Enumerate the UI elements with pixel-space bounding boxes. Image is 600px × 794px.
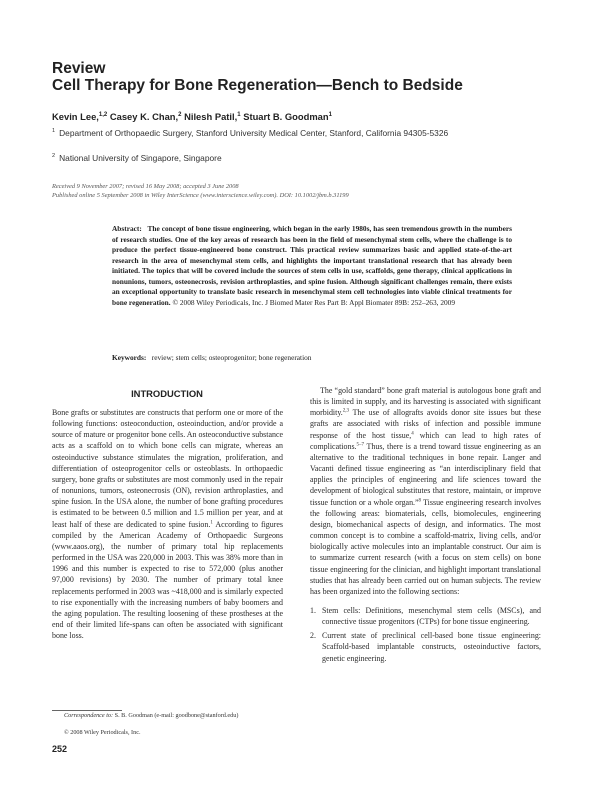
author-affiliation-mark: 1,2 bbox=[98, 111, 108, 118]
list-item bbox=[310, 630, 541, 663]
paragraph-text: According to figures compiled by the American Academy of Orthopaedic Surgeons (www.aaos.org), the number of primary total hip replacements performed in the USA was 220,000 in 2003. This was 38% more than in 1996 and this number is expected to rise to 572,000 (plus another 97,000 revisions) by 2030. The number of primary total knee replacements performed in 2003 was ~418,000 and is similarly expected to rise exponentially with the increasing numbers of baby boomers and the aging population. The resulting loosening of these prostheses at the end of their limited life-spans can often be associated with significant bone loss. bbox=[52, 519, 283, 641]
body-column-right bbox=[310, 385, 541, 664]
paragraph-text: Bone grafts or substitutes are constructs that perform one or more of the following functions: osteoconduction, osteoinduction, and/or provide a source of mature or progenitor bone cells. An osteoconductive substance acts as a scaffold on to which bone cells can migrate, whereas an osteoinductive substance stimulates the migration, proliferation, and differentiation of osteoprogenitor cells or osteoblasts. In orthopaedic surgery, bone grafts or substitutes are most commonly used in the repair of nonunions, tumors, osteonecrosis (ON), revision arthroplasties, and spine fusion. In the USA alone, the number of bone grafting procedures is estimated to be between 0.5 million and 1.5 million per year, and at least half of these are dedicated to spine fusion. bbox=[52, 408, 283, 529]
author-name: Casey K. Chan, bbox=[109, 111, 179, 122]
paragraph-text: The “gold standard” bone graft material is autologous bone graft and this is limited in supply, and its harvesting is associated with significant morbidity. bbox=[310, 386, 541, 418]
paragraph-text: Tissue engineering research involves the following areas: biomaterials, cells, biomolecules, engineering design, biomechanical aspects of design, and informatics. The most common concept is to combine a scaffold-matrix, living cells, and/or biologically active molecules into an implantable construct. Our aim is to summarize current research (with a focus on stem cells) on bone tissue engineering for the clinician, and highlight important translational studies that has already been carried out on human subjects. The review has been organized into the following sections: bbox=[310, 497, 541, 596]
affiliation-text: Department of Orthopaedic Surgery, Stanford University Medical Center, Stanford, California 94305-5326 bbox=[59, 128, 449, 138]
correspondence-note bbox=[64, 712, 238, 719]
affiliation-mark: 2 bbox=[52, 153, 56, 160]
author-affiliation-mark: 2 bbox=[178, 111, 182, 118]
author-name: Kevin Lee, bbox=[52, 111, 99, 122]
list-text: Current state of preclinical cell-based bone tissue engineering: Scaffold-based implantable constructs, osteoinductive factors, genetic engineering. bbox=[322, 631, 541, 663]
keywords-label: Keywords: bbox=[112, 353, 147, 362]
author-affiliation-mark: 1 bbox=[328, 111, 332, 118]
article-title: Cell Therapy for Bone Regeneration—Bench to Bedside bbox=[52, 77, 463, 94]
list-number: 1. bbox=[310, 605, 316, 615]
affiliation bbox=[52, 153, 222, 163]
section-heading: INTRODUCTION bbox=[131, 388, 203, 399]
citation: 1 bbox=[210, 519, 213, 525]
list-item bbox=[310, 605, 541, 627]
keywords-text: review; stem cells; osteoprogenitor; bone regeneration bbox=[151, 353, 312, 362]
paragraph-text: which can lead to high rates of complications. bbox=[310, 430, 541, 451]
paragraph bbox=[310, 385, 541, 597]
citation: 4 bbox=[411, 430, 414, 436]
author-list bbox=[52, 111, 332, 122]
page-number: 252 bbox=[52, 744, 68, 754]
published-line: Published online 5 September 2008 in Wiley InterScience (www.interscience.wiley.com). DOI: 10.1002/jbm.b.31199 bbox=[52, 192, 349, 199]
received-line: Received 9 November 2007; revised 16 May 2008; accepted 3 June 2008 bbox=[52, 183, 239, 190]
publication-history bbox=[52, 182, 349, 200]
citation: 2,3 bbox=[342, 408, 350, 414]
affiliation-mark: 1 bbox=[52, 128, 56, 135]
abstract-label: Abstract: bbox=[112, 224, 142, 233]
citation: 8 bbox=[418, 497, 422, 503]
author-name: Stuart B. Goodman bbox=[243, 111, 329, 122]
author-affiliation-mark: 1 bbox=[237, 111, 241, 118]
abstract bbox=[112, 224, 512, 308]
paragraph bbox=[52, 407, 283, 641]
correspondence-text: S. B. Goodman (e-mail: goodbone@stanford.edu) bbox=[114, 712, 239, 719]
list-number: 2. bbox=[310, 631, 316, 641]
affiliation bbox=[52, 128, 448, 138]
correspondence-label: Correspondence to: bbox=[64, 712, 114, 719]
list-text: Stem cells: Definitions, mesenchymal stem cells (MSCs), and connective tissue progenitors (CTPs) for bone tissue engineering. bbox=[322, 605, 541, 627]
footnote-divider bbox=[52, 710, 122, 711]
author-name: Nilesh Patil, bbox=[184, 111, 238, 122]
citation: 5–7 bbox=[356, 442, 365, 448]
body-column-left bbox=[52, 407, 283, 641]
article-type-label: Review bbox=[52, 60, 106, 77]
paragraph-text: The use of allografts avoids donor site issues but these grafts are associated with risks of infection and possible immune response of the host tissue, bbox=[310, 408, 541, 440]
abstract-copyright: © 2008 Wiley Periodicals, Inc. J Biomed Mater Res Part B: Appl Biomater 89B: 252–263, 2009 bbox=[172, 297, 456, 307]
paragraph-text: Thus, there is a trend toward tissue engineering as an alternative to the traditional techniques in bone repair. Langer and Vacanti defined tissue engineering as “an interdisciplinary field that applies the principles of engineering and life sciences toward the development of biological substitutes that restore, maintain, or improve tissue function or a whole organ.” bbox=[310, 441, 541, 507]
abstract-text: The concept of bone tissue engineering, which began in the early 1980s, has seen tremendous growth in the numbers of research studies. One of the key areas of research has been in the field of mesenchymal stem cells, where the challenge is to produce the perfect tissue-engineered bone construct. This practical review summarizes basic and applied state-of-the-art research in the area of mesenchymal stem cells, and highlights the important translational research that has already been initiated. The topics that will be covered include the sources of stem cells in use, scaffolds, gene therapy, clinical applications in nonunions, tumors, osteonecrosis, revision arthroplasties, and spine fusion. Although significant challenges remain, there exists an exceptional opportunity to translate basic research in mesenchymal stem cell technologies into viable clinical treatments for bone regeneration. bbox=[112, 224, 512, 307]
copyright-note: © 2008 Wiley Periodicals, Inc. bbox=[64, 729, 141, 736]
affiliation-text: National University of Singapore, Singapore bbox=[59, 153, 222, 163]
keywords bbox=[112, 353, 311, 362]
